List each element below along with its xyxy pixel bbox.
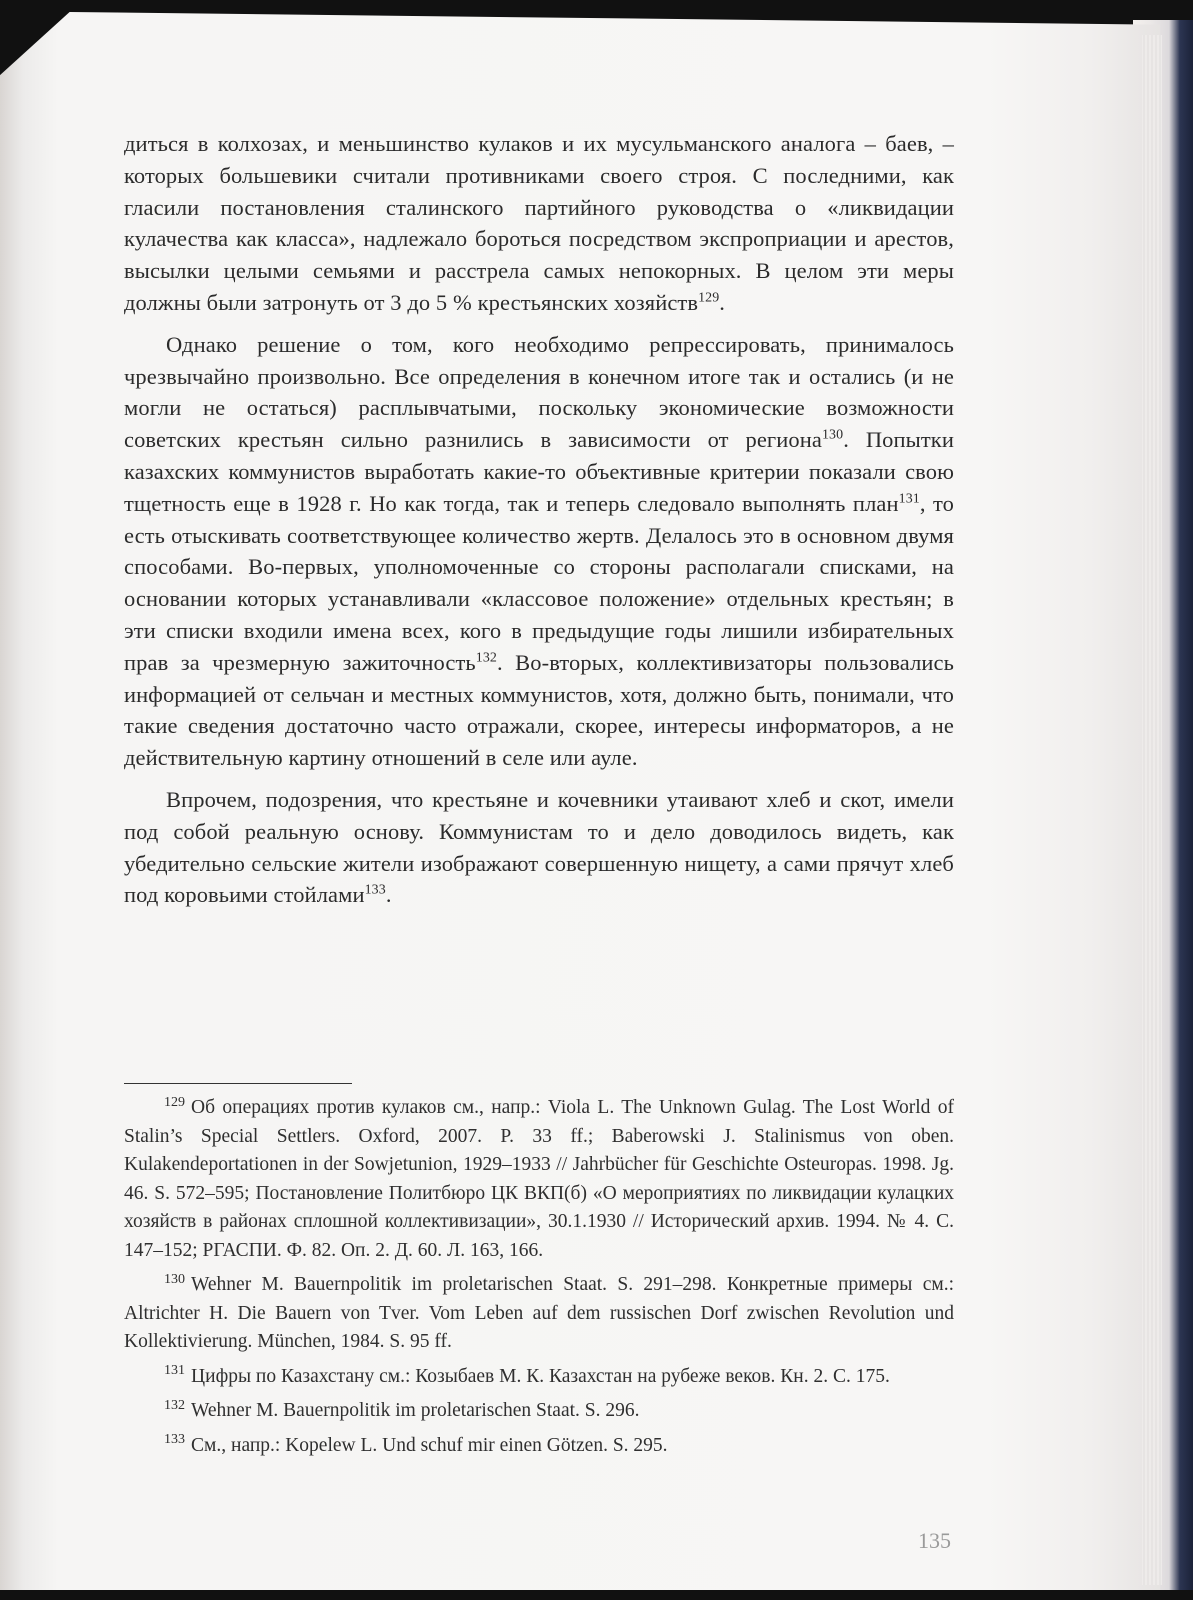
- main-text: [124, 128, 954, 921]
- footnote-ref-130: 130: [821, 427, 844, 443]
- paragraph-3-end: .: [385, 882, 392, 908]
- footnote-number: 129: [164, 1093, 186, 1110]
- footnote-number: 130: [164, 1270, 186, 1287]
- paragraph-2: [124, 329, 954, 774]
- paragraph-2-text-b: . Попытки казахских коммунистов выработать какие-то объективные критерии показали свою тщетность еще в 1928 г. Но как тогда, так и теперь следовало выполнять план: [124, 427, 954, 516]
- paragraph-2-text-d: . Во-вторых, коллективизаторы пользовались информацией от сельчан и местных коммунистов, хотя, должно быть, понимали, что такие сведения достаточно часто отражали, скорее, интересы информаторов, а не действительную картину отношений в селе или ауле.: [124, 649, 954, 771]
- footnotes: [124, 1094, 954, 1466]
- footnote-ref-132: 132: [475, 650, 497, 666]
- page-stack-edge: [1142, 35, 1162, 1585]
- footnote-number: 133: [164, 1431, 186, 1447]
- paragraph-2-text-a: Однако решение о том, кого необходимо репрессировать, принималось чрезвычайно произвольно. Все определения в конечном итоге так и остались (и не могли не остаться) расплывчатыми, поскольку экономические возможности советских крестьян сильно разнились в зависимости от региона: [124, 331, 954, 453]
- paragraph-3: [124, 784, 954, 911]
- footnote-text: Цифры по Казахстану см.: Козыбаев М. К. Казахстан на рубеже веков. Кн. 2. С. 175.: [191, 1365, 890, 1387]
- footnote: [124, 1432, 954, 1461]
- footnote: [124, 1397, 954, 1426]
- paragraph-2-text-c: , то есть отыскивать соответствующее количество жертв. Делалось это в основном двумя способами. Во-первых, уполномоченные со стороны располагали списками, на основании которых устанавливали «классовое положение» отдельных крестьян; в эти списки входили имена всех, кого в предыдущие годы лишили избирательных прав за чрезмерную зажиточность: [124, 490, 954, 675]
- paragraph-1-text: диться в колхозах, и меньшинство кулаков и их мусульманского аналога – баев, – которых большевики считали противниками своего строя. С последними, как гласили постановления сталинского партийного руководства о «ликвидации кулачества как класса», надлежало бороться посредством экспроприации и арестов, высылки целыми семьями и расстрела самых непокорных. В целом эти меры должны были затронуть от 3 до 5 % крестьянских хозяйств: [124, 131, 954, 315]
- paragraph-3-text: Впрочем, подозрения, что крестьяне и кочевники утаивают хлеб и скот, имели под собой реальную основу. Коммунистам то и дело доводилось видеть, как убедительно сельские жители изображают совершенную нищету, а сами прячут хлеб под коровьими стойлами: [124, 786, 954, 908]
- footnote-text: Wehner M. Bauernpolitik im proletarischen Staat. S. 291–298. Конкретные примеры см.: Altrichter H. Die Bauern von Tver. Vom Leben auf dem russischen Dorf zwischen Revolution und Kollektivierung. München, 1984. S. 95 ff.: [124, 1274, 954, 1352]
- paragraph-1: [124, 128, 954, 319]
- footnote-ref-131: 131: [898, 491, 920, 507]
- footnote-number: 132: [164, 1396, 186, 1413]
- footnote: [124, 1271, 954, 1357]
- page-number: 135: [918, 1528, 951, 1553]
- paragraph-1-end: .: [719, 289, 726, 315]
- footnote-ref-129: 129: [698, 290, 720, 306]
- footnote-separator: [124, 1083, 352, 1084]
- footnote-text: См., напр.: Kopelew L. Und schuf mir einen Götzen. S. 295.: [191, 1434, 668, 1456]
- footnote: [124, 1363, 954, 1392]
- footnote-ref-133: 133: [364, 882, 386, 898]
- footnote-text: Wehner M. Bauernpolitik im proletarischen Staat. S. 296.: [191, 1400, 640, 1421]
- footnote-number: 131: [164, 1362, 186, 1378]
- footnote-text: Об операциях против кулаков см., напр.: Viola L. The Unknown Gulag. The Lost World of Stalin’s Special Settlers. Oxford, 2007. P. 33 ff.; Baberowski J. Stalinismus von oben. Kulakendeportationen in der Sowjetunion, 1929–1933 // Jahrbücher für Geschichte Osteuropas. 1998. Jg. 46. S. 572–595; Постановление Политбюро ЦК ВКП(б) «О мероприятиях по ликвидации кулацких хозяйств в районах сплошной коллективизации», 30.1.1930 // Исторический архив. 1994. № 4. С. 147–152; РГАСПИ. Ф. 82. Оп. 2. Д. 60. Л. 163, 166.: [124, 1097, 954, 1261]
- footnote: [124, 1094, 954, 1265]
